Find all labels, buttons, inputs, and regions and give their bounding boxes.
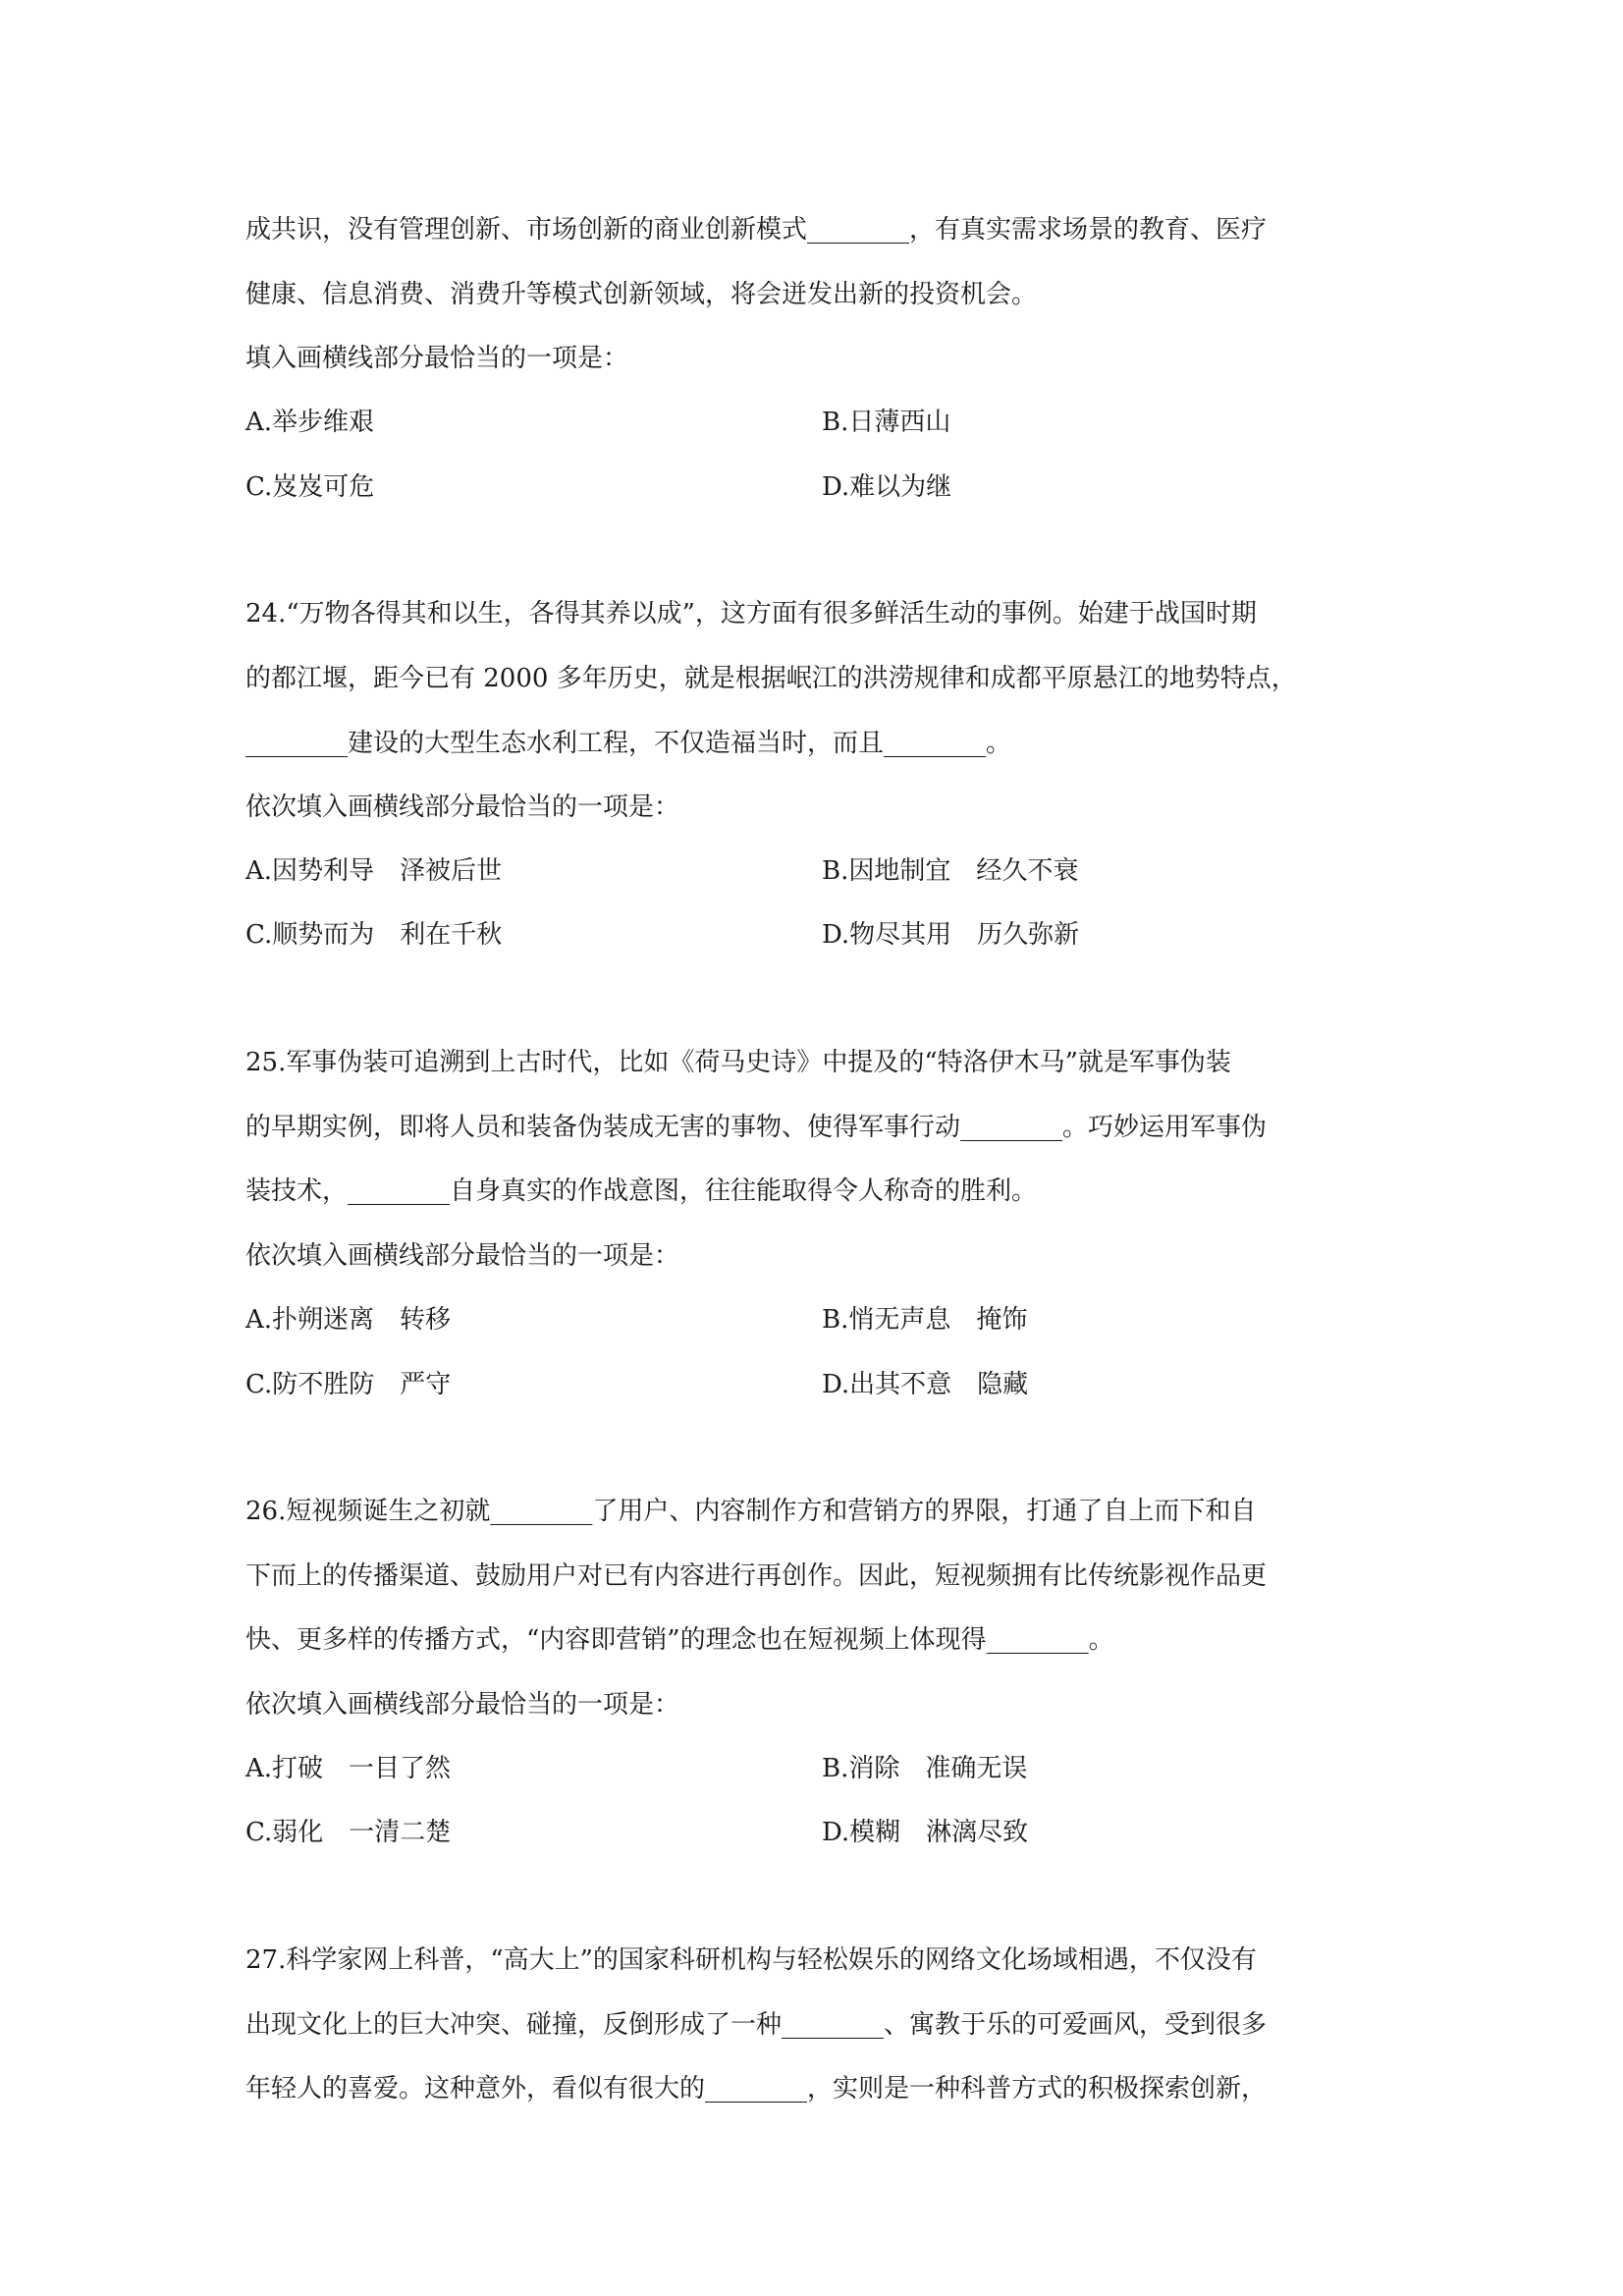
q26-line-3: 快、更多样的传播方式，“内容即营销”的理念也在短视频上体现得________。 [245,1625,1114,1655]
q27-line-1: 27.科学家网上科普，“高大上”的国家科研机构与轻松娱乐的网络文化场域相遇，不仅没有 [245,1945,1257,1975]
q27-line-2: 出现文化上的巨大冲突、碰撞，反倒形成了一种________、寓教于乐的可爱画风，受到很多 [245,2010,1268,2040]
q23-option-c: C.岌岌可危 [245,472,375,502]
q24-line-1: 24.“万物各得其和以生，各得其养以成”，这方面有很多鲜活生动的事例。始建于战国时期 [245,599,1257,629]
q23-option-d: D.难以为继 [822,472,952,502]
q26-option-a: A.打破 一目了然 [245,1754,452,1783]
q24-line-2: 的都江堰，距今已有 2000 多年历史，就是根据岷江的洪涝规律和成都平原悬江的地势特点， [245,664,1297,693]
q25-line-3: 装技术，________自身真实的作战意图，往往能取得令人称奇的胜利。 [245,1176,1038,1206]
q23-line-2: 健康、信息消费、消费升等模式创新领域，将会迸发出新的投资机会。 [245,280,1038,309]
q26-line-2: 下而上的传播渠道、鼓励用户对已有内容进行再创作。因此，短视频拥有比传统影视作品更 [245,1561,1268,1591]
q25-option-a: A.扑朔迷离 转移 [245,1305,452,1335]
q25-line-2: 的早期实例，即将人员和装备伪装成无害的事物、使得军事行动________。巧妙运用军事伪 [245,1113,1268,1142]
q23-option-a: A.举步维艰 [245,408,375,437]
q27-line-3: 年轻人的喜爱。这种意外，看似有很大的________，实则是一种科普方式的积极探索创新， [245,2074,1268,2104]
q25-option-c: C.防不胜防 严守 [245,1370,452,1399]
q24-option-c: C.顺势而为 利在千秋 [245,920,503,950]
q23-option-b: B.日薄西山 [822,408,951,437]
q25-line-1: 25.军事伪装可追溯到上古时代，比如《荷马史诗》中提及的“特洛伊木马”就是军事伪装 [245,1048,1231,1077]
q25-option-d: D.出其不意 隐藏 [822,1370,1029,1399]
q26-option-c: C.弱化 一清二楚 [245,1818,452,1847]
q24-prompt: 依次填入画横线部分最恰当的一项是： [245,793,680,822]
q25-prompt: 依次填入画横线部分最恰当的一项是： [245,1241,680,1271]
q26-option-d: D.模糊 淋漓尽致 [822,1818,1029,1847]
q26-option-b: B.消除 准确无误 [822,1754,1028,1783]
q23-prompt: 填入画横线部分最恰当的一项是： [245,344,629,373]
q24-line-3: ________建设的大型生态水利工程，不仅造福当时，而且________。 [245,729,1012,758]
q23-line-1: 成共识，没有管理创新、市场创新的商业创新模式________，有真实需求场景的教育、医疗 [245,215,1268,245]
q26-prompt: 依次填入画横线部分最恰当的一项是： [245,1690,680,1720]
q24-option-d: D.物尽其用 历久弥新 [822,920,1080,950]
q25-option-b: B.悄无声息 掩饰 [822,1305,1028,1335]
q26-line-1: 26.短视频诞生之初就________了用户、内容制作方和营销方的界限，打通了自上而下和自 [245,1497,1257,1526]
q24-option-a: A.因势利导 泽被后世 [245,856,503,886]
q24-option-b: B.因地制宜 经久不衰 [822,856,1079,886]
